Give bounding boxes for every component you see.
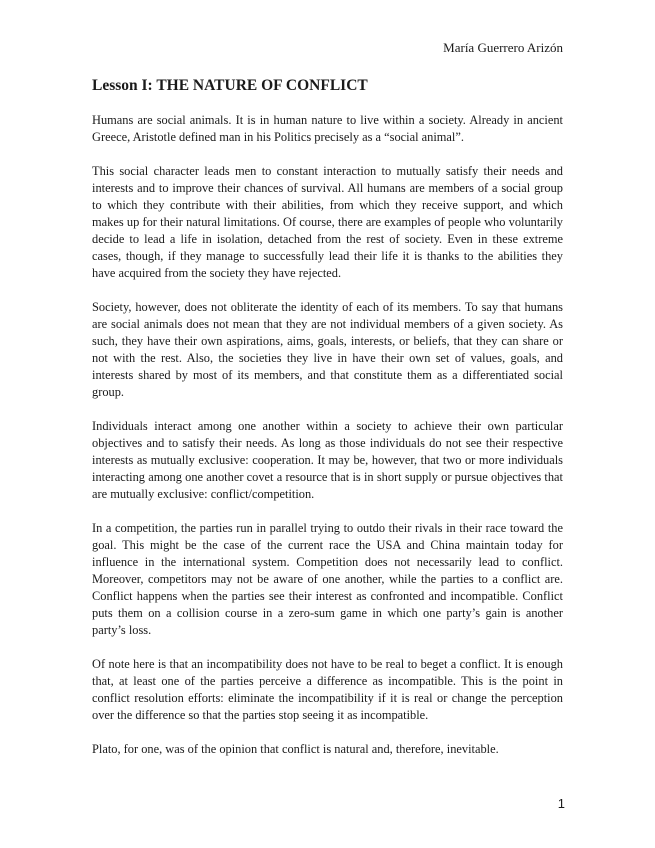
paragraph-identity: Society, however, does not obliterate the identity of each of its members. To say that humans are social animals does not mean that they are not individual members of a given society. As such, they have their own aspirations, aims, goals, interests, or beliefs, that they can share or not with the rest. Also, the societies they live in have their own set of values, goals, and interests shared by most of its members, and that constitute them as a differentiated social group. (92, 299, 563, 400)
paragraph-competition: In a competition, the parties run in parallel trying to outdo their rivals in their race toward the goal. This might be the case of the current race the USA and China maintain today for influence in the international system. Competition does not necessarily lead to conflict. Moreover, competitors may not be aware of one another, while the parties to a conflict are. Conflict happens when the parties see their interest as confronted and incompatible. Conflict puts them on a collision course in a zero-sum game in which one party’s gain is another party’s loss. (92, 520, 563, 638)
paragraph-plato: Plato, for one, was of the opinion that conflict is natural and, therefore, inevitable. (92, 741, 499, 756)
paragraph-interaction: Individuals interact among one another within a society to achieve their own particular objectives and to satisfy their needs. As long as those individuals do not see their respective interests as mutually exclusive: cooperation. It may be, however, that two or more individuals interacting among one another covet a resource that is in short supply or pursue objectives that are mutually exclusive: conflict/competition. (92, 418, 563, 502)
paragraph-incompatibility: Of note here is that an incompatibility does not have to be real to beget a conflict. It is enough that, at least one of the parties perceive a difference as incompatible. This is the point in conflict resolution efforts: eliminate the incompatibility if it is real or change the perception over the difference so that the parties stop seeing it as incompatible. (92, 657, 563, 723)
page-number: 1 (557, 796, 565, 811)
author-header: María Guerrero Arizón (443, 40, 563, 55)
body-text (92, 112, 563, 775)
paragraph-social-character: This social character leads men to constant interaction to mutually satisfy their needs and interests and to improve their chances of survival. All humans are members of a social group to which they contribute with their abilities, from which they receive support, and which makes up for their natural limitations. Of course, there are examples of people who voluntarily decide to lead a life in isolation, detached from the rest of society. Even in these extreme cases, though, if they manage to successfully lead their life it is thanks to the abilities they have acquired from the society they have rejected. (92, 163, 563, 281)
lesson-title: Lesson I: THE NATURE OF CONFLICT (92, 77, 368, 94)
paragraph-social-animals: Humans are social animals. It is in human nature to live within a society. Already in ancient Greece, Aristotle defined man in his Politics precisely as a “social animal”. (92, 113, 563, 145)
